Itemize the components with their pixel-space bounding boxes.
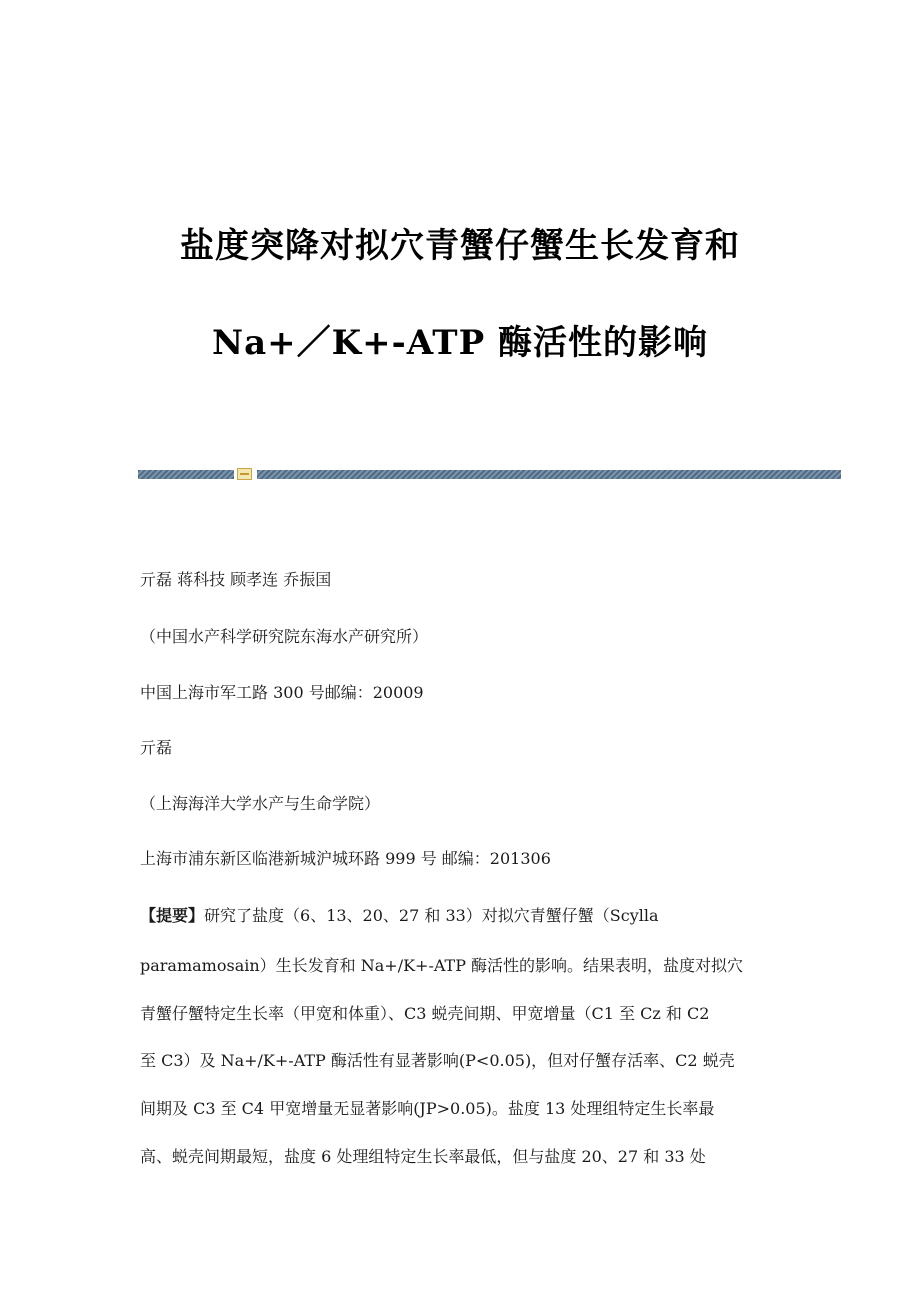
abstract-line: 高、蜕壳间期最短，盐度 6 处理组特定生长率最低，但与盐度 20、27 和 33 处 (140, 1147, 706, 1166)
title-divider-left (138, 470, 234, 479)
title-divider-right (257, 470, 841, 479)
abstract-line: 间期及 C3 至 C4 甲宽增量无显著影响(JP>0.05)。盐度 13 处理组特定生长率最 (140, 1099, 715, 1118)
author-affiliation: （上海海洋大学水产与生命学院） (140, 794, 381, 813)
page-title-line-1: 盐度突降对拟穴青蟹仔蟹生长发育和 (180, 226, 740, 266)
author-address: 中国上海市军工路 300 号邮编：20009 (140, 683, 424, 702)
abstract-text: 研究了盐度（6、13、20、27 和 33）对拟穴青蟹仔蟹（Scylla (204, 906, 659, 925)
abstract-line (140, 906, 780, 926)
abstract-label: 【提要】 (140, 906, 205, 925)
author-address: 上海市浦东新区临港新城沪城环路 999 号 邮编：201306 (140, 849, 551, 868)
page-title-line-2: Na+／K+-ATP 酶活性的影响 (212, 323, 708, 363)
abstract-line: paramamosain）生长发育和 Na+/K+-ATP 酶活性的影响。结果表明，盐度对拟穴 (140, 956, 744, 975)
abstract-line: 青蟹仔蟹特定生长率（甲宽和体重）、C3 蜕壳间期、甲宽增量（C1 至 Cz 和 C2 (140, 1004, 710, 1023)
divider-ornament-icon (237, 468, 252, 480)
abstract-line: 至 C3）及 Na+/K+-ATP 酶活性有显著影响(P<0.05)，但对仔蟹存活率、C2 蜕壳 (140, 1051, 735, 1070)
author-names: 亓磊 (140, 738, 173, 757)
author-affiliation: （中国水产科学研究院东海水产研究所） (140, 627, 429, 646)
author-names: 亓磊 蒋科技 顾孝连 乔振国 (140, 570, 332, 589)
